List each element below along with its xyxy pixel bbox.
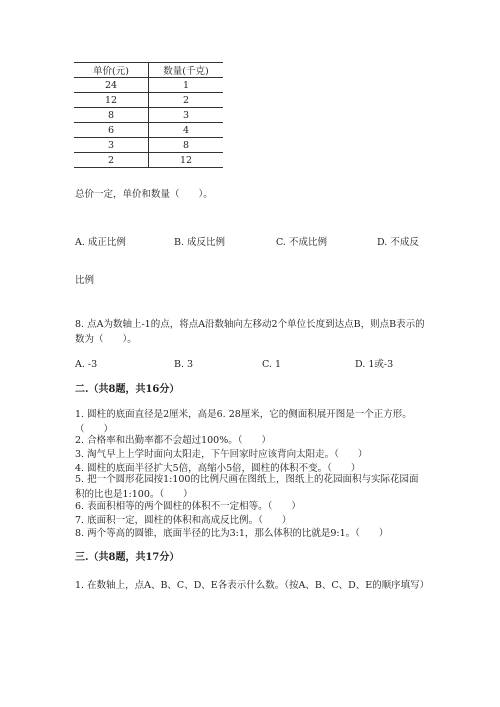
s3-item-1: 1. 在数轴上，点A、B、C、D、E各表示什么数。（按A、B、C、D、E的顺序填写） bbox=[75, 580, 430, 591]
q7-stem: 总价一定，单价和数量（ ）。 bbox=[75, 189, 213, 200]
table-cell: 8 bbox=[149, 138, 224, 153]
section-2-heading: 二.（共8题，共16分） bbox=[75, 384, 180, 395]
table-row bbox=[74, 123, 223, 138]
q8-option-c: C. 1 bbox=[262, 359, 282, 370]
table-cell: 8 bbox=[74, 108, 149, 123]
q7-option-d-wrap: 比例 bbox=[75, 275, 95, 286]
table-cell: 12 bbox=[149, 153, 224, 168]
q7-option-c: C. 不成比例 bbox=[276, 237, 327, 248]
price-quantity-table bbox=[74, 62, 223, 168]
table-cell: 24 bbox=[74, 78, 149, 93]
s2-item-4: 4. 圆柱的底面半径扩大5倍，高缩小5倍，圆柱的体积不变。（ ） bbox=[75, 463, 361, 474]
s2-item-2: 2. 合格率和出勤率都不会超过100%。（ ） bbox=[75, 435, 271, 446]
s2-item-7: 7. 底面积一定，圆柱的体积和高成反比例。（ ） bbox=[75, 515, 292, 526]
table-cell: 12 bbox=[74, 93, 149, 108]
table-cell: 3 bbox=[74, 138, 149, 153]
q7-option-b: B. 成反比例 bbox=[174, 237, 226, 248]
q8-stem: 8. 点A为数轴上-1的点，将点A沿数轴向左移动2个单位长度到达点B，则点B表示的数为（ ）。 bbox=[75, 319, 425, 345]
table-cell: 2 bbox=[74, 153, 149, 168]
q7-option-a: A. 成正比例 bbox=[75, 237, 126, 248]
table-cell: 4 bbox=[149, 123, 224, 138]
table-row bbox=[74, 78, 223, 93]
table-cell: 3 bbox=[149, 108, 224, 123]
table-row bbox=[74, 138, 223, 153]
table-cell: 2 bbox=[149, 93, 224, 108]
table-header-price: 单价(元) bbox=[74, 63, 149, 78]
s2-item-1: 1. 圆柱的底面直径是2厘米，高是6. 28厘米，它的侧面积展开图是一个正方形。（ ） bbox=[75, 409, 412, 435]
table-cell: 1 bbox=[149, 78, 224, 93]
s2-item-6: 6. 表面积相等的两个圆柱的体积不一定相等。（ ） bbox=[75, 501, 301, 512]
q8-option-d: D. 1或-3 bbox=[355, 359, 394, 370]
q8-option-a: A. -3 bbox=[75, 359, 98, 370]
s2-item-5: 5. 把一个圆形花园按1:100的比例尺画在图纸上，图纸上的花园面积与实际花园面积的比也是1:100。（ ） bbox=[75, 474, 419, 500]
table-row bbox=[74, 108, 223, 123]
q8-option-b: B. 3 bbox=[174, 359, 194, 370]
table-header-row bbox=[74, 63, 223, 78]
table-cell: 6 bbox=[74, 123, 149, 138]
table-header-quantity: 数量(千克) bbox=[149, 63, 224, 78]
section-3-heading: 三.（共8题，共17分） bbox=[75, 552, 180, 563]
s2-item-3: 3. 淘气早上上学时面向太阳走，下午回家时应该背向太阳走。（ ） bbox=[75, 449, 368, 460]
q7-option-d: D. 不成反 bbox=[377, 237, 419, 248]
table-row bbox=[74, 93, 223, 108]
s2-item-8: 8. 两个等高的圆锥，底面半径的比为3:1，那么体积的比就是9:1。（ ） bbox=[75, 528, 389, 539]
table-row bbox=[74, 153, 223, 168]
